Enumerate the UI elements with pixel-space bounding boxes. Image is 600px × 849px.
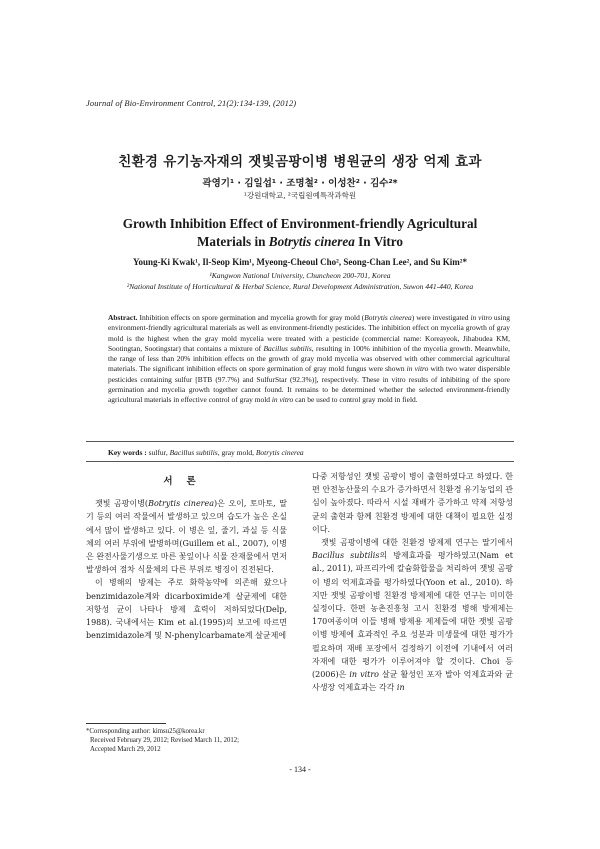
keywords-italic: Botrytis cinerea (255, 448, 304, 457)
section-heading-introduction: 서론 (163, 476, 210, 487)
keywords-text: sulfur, (146, 448, 170, 457)
abstract-text: ) were investigated (411, 313, 471, 322)
para-italic: Bacillus subtilis (312, 551, 380, 561)
keywords-text: , gray mold, (217, 448, 256, 457)
keywords-top-rule (86, 441, 514, 442)
abstract-italic: Botrytis cinerea (364, 313, 412, 322)
para-text: 잿빛 곰팡이병( (95, 499, 149, 509)
page-number: - 134 - (289, 765, 311, 774)
keywords-italic: Bacillus subtilis (169, 448, 218, 457)
title-species: Botrytis cinerea (268, 234, 355, 249)
english-title-line-1: Growth Inhibition Effect of Environment-friendly Agricultural (122, 216, 478, 231)
body-right-column (312, 470, 513, 694)
footnote-accepted: Accepted March 29, 2012 (90, 746, 161, 753)
body-paragraph: 이 병해의 방제는 주로 화학농약에 의존해 왔으나 benzimidazole계와 dicarboximide계 살균제에 대한 저항성 균이 나타나 방제 효력이 저하되었다(Delp, 1988). 국내에서는 Kim et al.(1995)의 보고에 따르면 benzimidazole계 및 N-phenylcarbamate계 살균제에 (86, 578, 287, 641)
korean-title: 친환경 유기농자재의 잿빛곰팡이병 병원균의 생장 억제 효과 (118, 154, 482, 170)
abstract-text: with two water dispersible pesticides containing sulfur [BTB (97.7%) and SulfurStar (92.3%)], respectively. These in vitro results of inhibiting of the spore germination and mycelia growth together cannot found. It remains to be determined whether the selected environment-friendly agricultural materials in effective control of gray mold (108, 364, 510, 405)
english-authors: Young-Ki Kwak¹, Il-Seop Kim¹, Myeong-Cheoul Cho², Seong-Chan Lee², and Su Kim²* (132, 257, 468, 267)
korean-affiliations: ¹강원대학교, ²국립원예특작과학원 (243, 191, 357, 200)
title-part-c: In Vitro (354, 234, 403, 249)
para-text: 의 방제효과를 평가하였고(Nam et al., 2011), 파프리카에 칼슘화합물을 처리하여 잿빛 곰팡이 병의 억제효과를 평가하였다(Yoon et al., 2010). 하지만 잿빛 곰팡이병 친환경 방제제에 대한 연구는 미미한 실정이다. 한편 농촌진흥청 고시 친환경 병해 방제제는 170여종이며 이들 병해 방제용 제제들에 대한 잿빛 곰팡이병 방제에 효과적인 주요 성분과 미생물에 대한 평가가 필요하며 재배 포장에서 검정하기 이전에 기내에서 여러 자재에 대한 평가가 이루어져야 할 것이다. Choi 등(2006)은 (312, 551, 513, 680)
footnote-received: Received February 29, 2012; Revised March 11, 2012; (90, 737, 240, 744)
keywords-bottom-rule (86, 461, 514, 462)
abstract-text: can be used to control gray mold in field. (293, 395, 418, 405)
body-left-column (86, 472, 287, 642)
abstract-italic: in vitro (271, 395, 294, 405)
english-title-line-2 (0, 233, 600, 251)
abstract-label: Abstract. (108, 313, 138, 322)
footnote-corresponding: *Corresponding author: kimsu25@korea.kr (86, 728, 205, 735)
abstract-text: , resulting in 100% inhibition of the mycelia growth. Meanwhile, the range of less than 20% inhibition effects on the growth of gray mold mycelia was observed with other commercial agricultural materials. The significant inhibition effects on spore germination of gray mold fungus were shown (108, 343, 510, 374)
body-paragraph: 다중 저항성인 잿빛 곰팡이 병이 출현하였다고 하였다. 한편 안전농산물의 수요가 증가하면서 친환경 유기농업의 관심이 높아졌다. 따라서 시설 재배가 증가하고 약제 저항성균의 출현과 함께 친환경 방제에 대한 대책이 필요한 실정이다. (312, 472, 513, 534)
body-paragraph (312, 536, 513, 694)
footnote (86, 727, 296, 754)
abstract-italic: in vitro (406, 364, 429, 374)
footnote-rule (86, 723, 166, 724)
abstract-text: using environment-friendly agricultural materials as well as environment-friendly pesticides. The inhibition effect on mycelia growth of gray mold is the highest when the gray mold mycelia were treated with a pesticide (commercial name: Koreayeok, Jihabudea KM, Sootingtan, Sootingstar) that contains a mixture of (108, 313, 511, 353)
affiliation-2: ²National Institute of Horticultural & Herbal Science, Rural Development Administration, Suwon 441-440, Korea (126, 282, 474, 291)
abstract (108, 313, 510, 406)
abstract-text: Inhibition effects on spore germination and mycelia growth for gray mold ( (137, 313, 365, 322)
affiliation-1: ¹Kangwon National University, Chuncheon 200-701, Korea (209, 271, 391, 280)
para-italic: in vitro (349, 670, 379, 680)
para-text: )은 오이, 토마토, 딸기 등의 여러 작물에서 발생하고 있으며 습도가 높은 온실에서 많이 발생하고 있다. 이 병은 잎, 줄기, 과실 등 식물체의 여러 부위에 발병하며(Guillem et al., 2007), 이병은 완전사물기생으로 마른 꽃잎이나 식물 잔재물에서 먼저 발생하여 점차 식물체의 다른 부위로 병징이 진전된다. (86, 499, 287, 575)
body-paragraph (86, 497, 287, 576)
para-italic: Botrytis cinerea (148, 499, 215, 509)
title-part-a: Materials in (196, 234, 269, 249)
keywords-label: Key words : (108, 448, 147, 457)
korean-authors: 곽영기¹ · 김일섭¹ · 조명철² · 이성찬² · 김수²* (202, 178, 398, 189)
abstract-italic: Bacillus subtilis (263, 343, 312, 353)
english-title (0, 215, 600, 251)
para-italic: in (396, 683, 405, 693)
para-text: 살균 활성인 포자 발아 억제효과와 균사생장 억제효과는 각각 (312, 670, 513, 693)
para-text: 잿빛 곰팡이병에 대한 친환경 방제제 연구는 딸기에서 (321, 538, 513, 548)
abstract-italic: in vitro (470, 313, 492, 322)
keywords (108, 448, 510, 457)
english-affiliations (0, 270, 600, 292)
journal-citation: Journal of Bio-Environment Control, 21(2):134-139, (2012) (86, 98, 297, 108)
